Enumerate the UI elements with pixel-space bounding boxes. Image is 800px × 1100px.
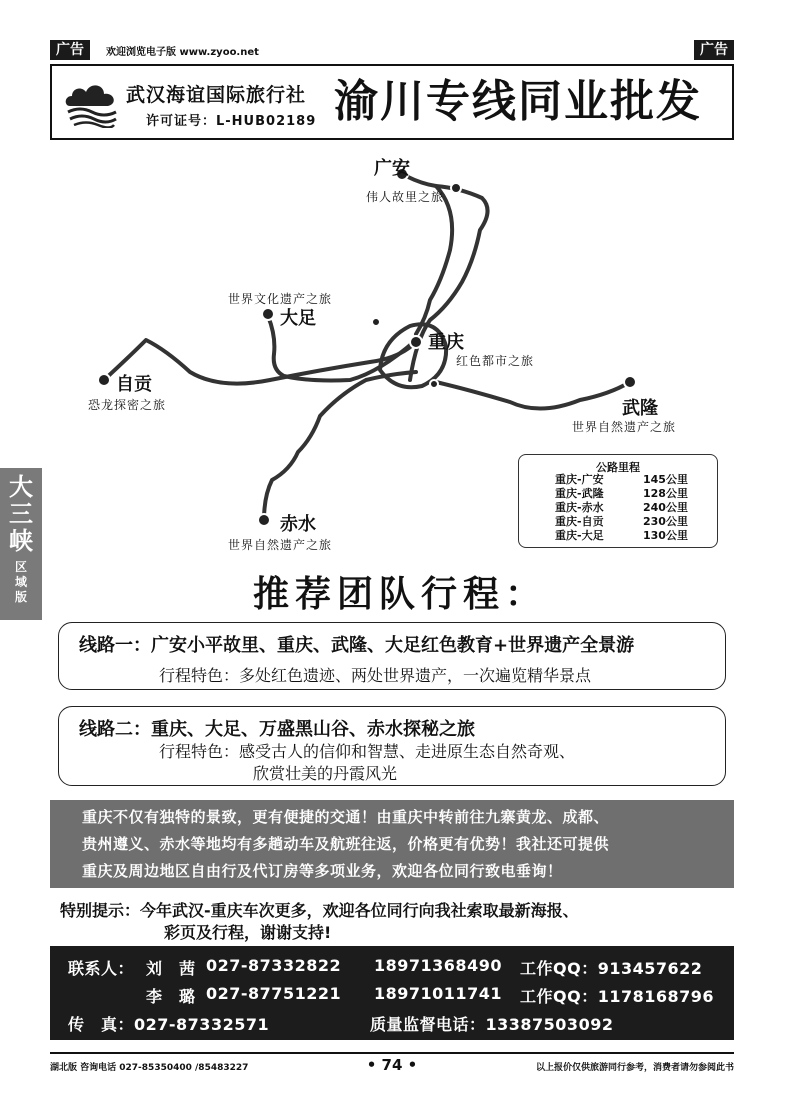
distance-km: 145公里	[643, 473, 688, 486]
junction-dot	[430, 380, 438, 388]
footer-left: 湖北版 咨询电话 027-85350400 /85483227	[50, 1063, 249, 1073]
page-number: • 74 •	[366, 1056, 418, 1074]
welcome-text: 欢迎浏览电子版 www.zyoo.net	[106, 47, 259, 58]
side-char: 三	[9, 500, 33, 528]
cloud-wave-logo-icon	[62, 80, 120, 128]
special-tip	[50, 894, 734, 944]
side-char: 区	[14, 560, 27, 574]
route-card-2	[58, 706, 726, 786]
contact-name: 刘 茜	[146, 959, 196, 978]
city-wulong: 武隆	[622, 398, 658, 419]
tip-line: 彩页及行程，谢谢支持!	[164, 923, 332, 942]
contact-block	[50, 946, 734, 1040]
road-guangan-2	[416, 186, 452, 334]
city-chongqing: 重庆	[428, 332, 464, 353]
city-guangan: 广安	[374, 158, 410, 179]
route-feature: 行程特色：感受古人的信仰和智慧、走进原生态自然奇观、	[159, 742, 576, 761]
notice-line: 重庆及周边地区自由行及代订房等多项业务，欢迎各位同行致电垂询！	[82, 862, 563, 880]
theme-chishui: 世界自然遗产之旅	[228, 538, 333, 552]
route-map	[50, 150, 734, 610]
license-number: 许可证号：L-HUB02189	[146, 114, 317, 129]
city-dot-dazu	[262, 308, 274, 320]
distance-route: 重庆-广安	[555, 473, 604, 486]
theme-wulong: 世界自然遗产之旅	[572, 420, 677, 434]
theme-guangan: 伟人故里之旅	[366, 190, 445, 204]
city-dazu: 大足	[280, 308, 316, 329]
recommend-title: 推荐团队行程：	[252, 574, 547, 615]
side-char: 域	[14, 575, 27, 589]
distance-title: 公路里程	[596, 461, 640, 474]
top-bar	[50, 40, 734, 60]
route-feature: 欣赏壮美的丹霞风光	[253, 764, 398, 783]
page-footer	[50, 1052, 734, 1074]
side-char: 版	[14, 590, 27, 604]
fax-number: 传 真：027-87332571	[68, 1015, 270, 1034]
distance-route: 重庆-赤水	[555, 501, 604, 514]
contact-name: 李 璐	[146, 987, 196, 1006]
city-dot-chishui	[258, 514, 270, 526]
city-chishui: 赤水	[280, 514, 316, 535]
contact-mobile: 18971011741	[374, 984, 502, 1003]
road-chishui	[264, 372, 416, 520]
side-tab-title	[8, 474, 34, 555]
route-heading: 线路一：广安小平故里、重庆、武隆、大足红色教育+世界遗产全景游	[79, 635, 635, 656]
tip-line: 特别提示：今年武汉-重庆车次更多，欢迎各位同行向我社索取最新海报、	[60, 901, 579, 920]
theme-chongqing: 红色都市之旅	[456, 354, 535, 368]
quality-hotline: 质量监督电话：13387503092	[370, 1015, 614, 1034]
ad-label-left: 广告	[50, 40, 90, 60]
slogan-title: 渝川专线同业批发	[334, 76, 702, 127]
notice-line: 重庆不仅有独特的景致，更有便捷的交通！由重庆中转前往九寨黄龙、成都、	[82, 808, 610, 826]
distance-km: 128公里	[643, 487, 688, 500]
contact-phone: 027-87751221	[206, 984, 342, 1003]
city-zigong: 自贡	[116, 374, 152, 395]
road-wulong	[436, 382, 630, 409]
notice-line: 贵州遵义、赤水等地均有多趟动车及航班往返，价格更有优势！我社还可提供	[82, 835, 610, 853]
route-feature: 行程特色：多处红色遗迹、两处世界遗产，一次遍览精华景点	[159, 666, 592, 685]
transport-notice	[50, 800, 734, 888]
side-char: 峡	[9, 527, 33, 555]
city-dot-guangan-2	[451, 183, 461, 193]
theme-zigong: 恐龙探密之旅	[88, 398, 167, 412]
contact-label: 联系人：	[68, 959, 135, 978]
footer-right: 以上报价仅供旅游同行参考，消费者请勿参阅此书	[535, 1063, 734, 1073]
contact-qq: 工作QQ：1178168796	[520, 987, 715, 1006]
ad-header	[50, 64, 734, 140]
company-name: 武汉海谊国际旅行社	[126, 84, 307, 106]
distance-route: 重庆-自贡	[555, 515, 604, 528]
side-char: 大	[9, 473, 33, 501]
city-dot-zigong	[98, 374, 110, 386]
ad-label-right: 广告	[694, 40, 734, 60]
contact-qq: 工作QQ：913457622	[520, 959, 703, 978]
distance-km: 240公里	[643, 501, 688, 514]
distance-km: 130公里	[643, 529, 688, 542]
route-heading: 线路二：重庆、大足、万盛黑山谷、赤水探秘之旅	[79, 719, 475, 740]
city-dot-wulong	[624, 376, 636, 388]
distance-route: 重庆-武隆	[555, 487, 604, 500]
distance-km: 230公里	[643, 515, 688, 528]
theme-dazu: 世界文化遗产之旅	[228, 292, 333, 306]
route-card-1	[58, 622, 726, 690]
city-dot-chongqing	[410, 336, 422, 348]
distance-table	[518, 454, 718, 548]
distance-route: 重庆-大足	[555, 529, 604, 542]
contact-phone: 027-87332822	[206, 956, 342, 975]
junction-dot-2	[372, 318, 380, 326]
contact-mobile: 18971368490	[374, 956, 502, 975]
